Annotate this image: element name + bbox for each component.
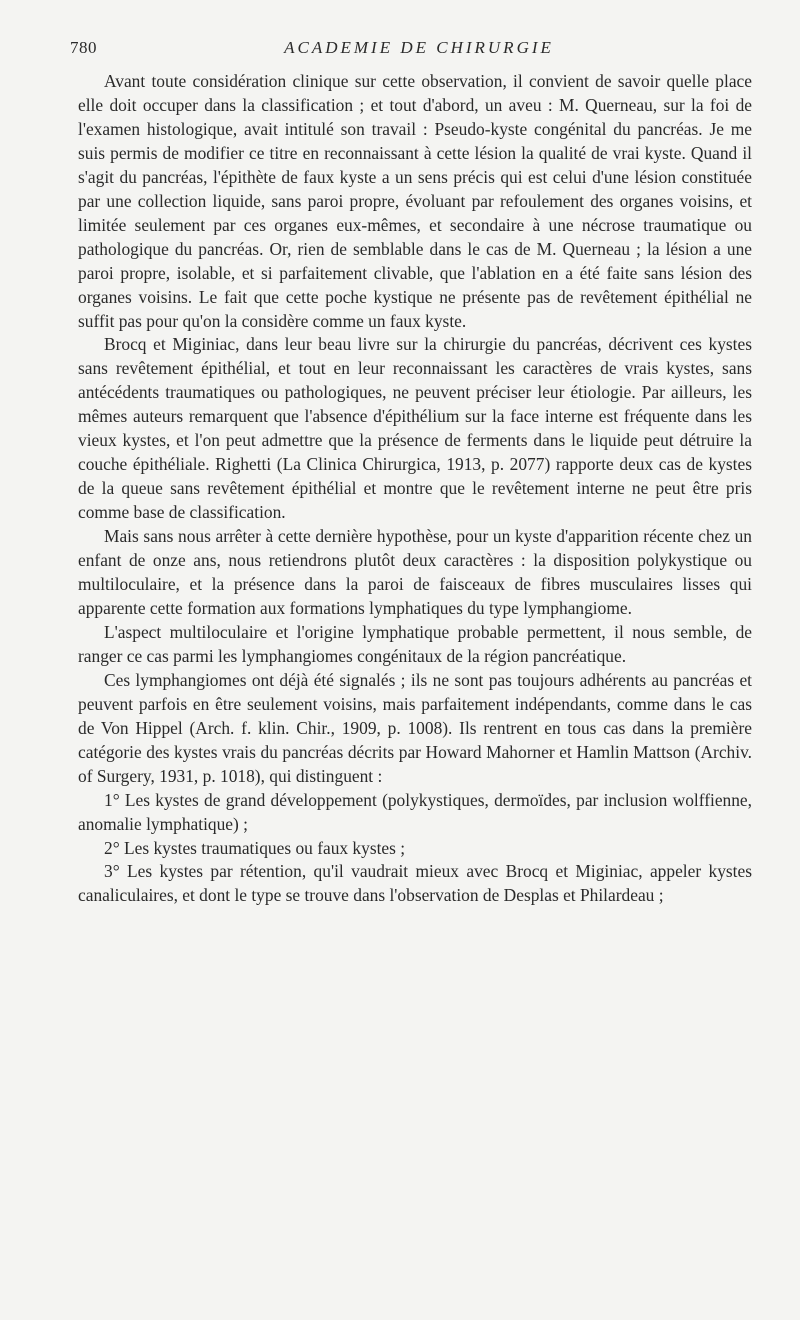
list-item: 1° Les kystes de grand développement (polykystiques, dermoïdes, par inclusion wolffienne, anomalie lymphatique) ; xyxy=(78,789,752,834)
paragraph: Ces lymphangiomes ont déjà été signalés ; ils ne sont pas toujours adhérents au pancréas et peuvent parfois en être seulement voisins, mais parfaitement indépendants, comme dans le cas de Von Hippel (Arch. f. klin. Chir., 1909, p. 1008). Ils rentrent en tous cas dans la première catégorie des kystes vrais du pancréas décrits par Howard Mahorner et Hamlin Mattson (Archiv. of Surgery, 1931, p. 1018), qui distinguent : xyxy=(78,669,752,786)
paragraph: Brocq et Miginiac, dans leur beau livre sur la chirurgie du pancréas, décrivent ces kystes sans revêtement épithélial, et tout en leur reconnaissant les caractères de vrais kystes, sans antécédents traumatiques ou pathologiques, ne peuvent préciser leur étiologie. Par ailleurs, les mêmes auteurs remarquent que l'absence d'épithélium sur la face interne est fréquente dans les vieux kystes, et l'on peut admettre que la présence de ferments dans le liquide peut détruire la couche épithéliale. Righetti (La Clinica Chirurgica, 1913, p. 2077) rapporte deux cas de kystes de la queue sans revêtement épithélial et montre que le revêtement interne ne peut être pris comme base de classification. xyxy=(78,334,752,523)
body-text xyxy=(78,70,752,908)
paragraph: Mais sans nous arrêter à cette dernière hypothèse, pour un kyste d'apparition récente chez un enfant de onze ans, nous retiendrons plutôt deux caractères : la disposition polykystique ou multiloculaire, et la présence dans la paroi de faisceaux de fibres musculaires lisses qui apparente cette formation aux formations lymphatiques du type lymphangiome. xyxy=(78,526,752,618)
page-number: 780 xyxy=(70,38,97,57)
page-header xyxy=(70,38,748,62)
list-item: 2° Les kystes traumatiques ou faux kystes ; xyxy=(104,837,406,858)
running-title: ACADEMIE DE CHIRURGIE xyxy=(284,38,554,57)
list-item: 3° Les kystes par rétention, qu'il vaudrait mieux avec Brocq et Miginiac, appeler kystes canaliculaires, et dont le type se trouve dans l'observation de Desplas et Philardeau ; xyxy=(78,861,752,906)
paragraph: Avant toute considération clinique sur cette observation, il convient de savoir quelle place elle doit occuper dans la classification ; et tout d'abord, un aveu : M. Querneau, sur la foi de l'examen histologique, avait intitulé son travail : Pseudo-kyste congénital du pancréas. Je me suis permis de modifier ce titre en reconnaissant à cette lésion la qualité de vrai kyste. Quand il s'agit du pancréas, l'épithète de faux kyste a un sens précis qui est celui d'une lésion constituée par une collection liquide, sans paroi propre, évoluant par refoulement des organes voisins, et limitée seulement par ces organes eux-mêmes, et secondaire à une nécrose traumatique ou pathologique du pancréas. Or, rien de semblable dans le cas de M. Querneau ; la lésion a une paroi propre, isolable, et si parfaitement clivable, que l'ablation en a été faite sans lésion des organes voisins. Le fait que cette poche kystique ne présente pas de revêtement épithélial ne suffit pas pour qu'on la considère comme un faux kyste. xyxy=(78,71,752,331)
paragraph: L'aspect multiloculaire et l'origine lymphatique probable permettent, il nous semble, de ranger ce cas parmi les lymphangiomes congénitaux de la région pancréatique. xyxy=(78,621,752,666)
